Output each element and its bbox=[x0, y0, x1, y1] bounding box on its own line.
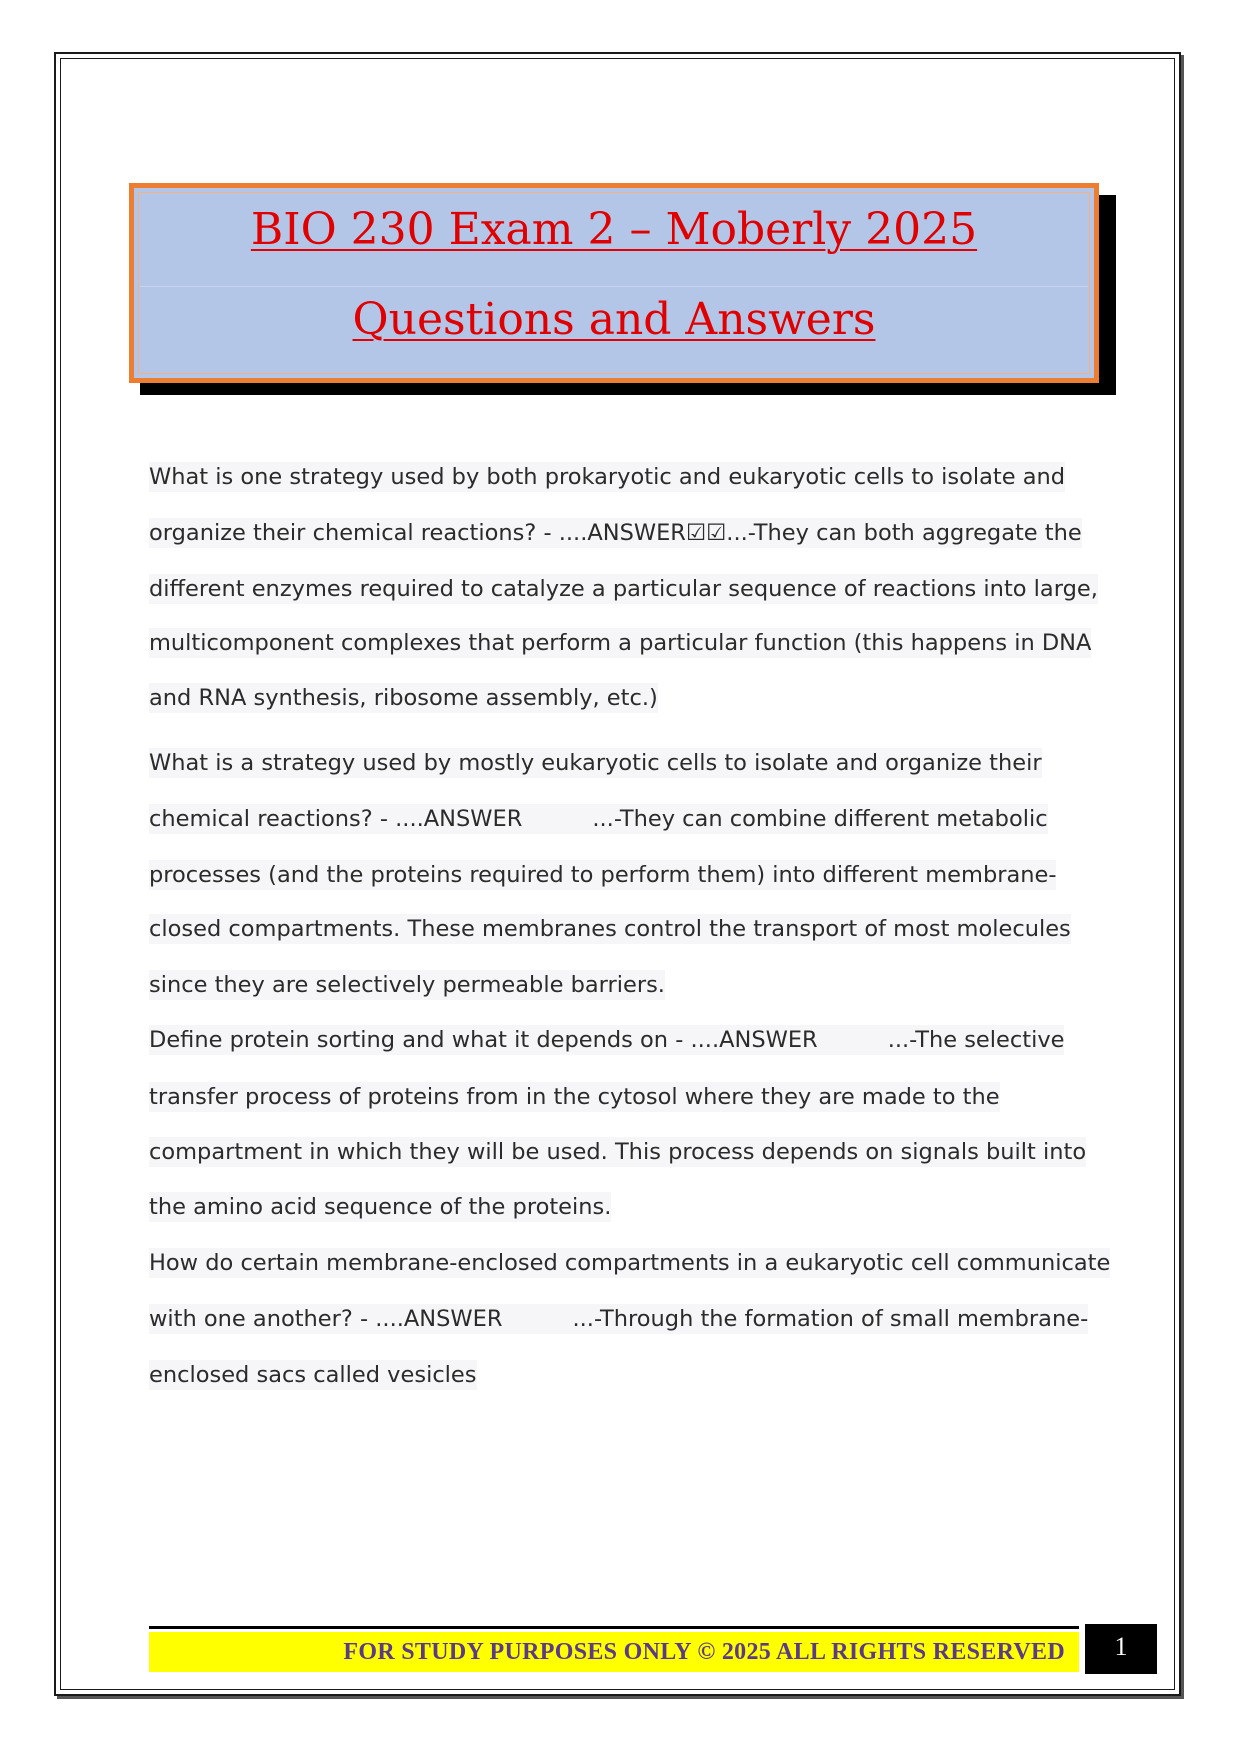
qa-line bbox=[149, 1025, 1064, 1055]
qa-line: What is one strategy used by both prokaryotic and eukaryotic cells to isolate and bbox=[149, 464, 1066, 490]
qa-line bbox=[149, 804, 1048, 834]
answer-text: ...-They can combine different metabolic bbox=[592, 806, 1048, 832]
title-divider bbox=[140, 286, 1088, 287]
qa-line: transfer process of proteins from in the cytosol where they are made to the bbox=[149, 1084, 1000, 1110]
qa-line: and RNA synthesis, ribosome assembly, etc.) bbox=[149, 685, 658, 711]
qa-line: since they are selectively permeable barriers. bbox=[149, 972, 665, 998]
qa-line: closed compartments. These membranes control the transport of most molecules bbox=[149, 916, 1071, 942]
qa-line bbox=[149, 1304, 1088, 1334]
qa-line: How do certain membrane-enclosed compartments in a eukaryotic cell communicate bbox=[149, 1250, 1111, 1276]
qa-line: compartment in which they will be used. This process depends on signals built into bbox=[149, 1139, 1087, 1165]
qa-line: the amino acid sequence of the proteins. bbox=[149, 1194, 612, 1220]
qa-line: processes (and the proteins required to perform them) into different membrane- bbox=[149, 862, 1057, 888]
document-subtitle: Questions and Answers bbox=[352, 294, 876, 345]
question-text: chemical reactions? - ....ANSWER bbox=[149, 806, 523, 832]
answer-text: ...-Through the formation of small membrane- bbox=[572, 1306, 1089, 1332]
page-number: 1 bbox=[1085, 1624, 1157, 1674]
footer-rule bbox=[149, 1626, 1079, 1629]
title-box bbox=[129, 183, 1099, 383]
question-text: with one another? - ....ANSWER bbox=[149, 1306, 503, 1332]
qa-line: enclosed sacs called vesicles bbox=[149, 1362, 477, 1388]
qa-line: different enzymes required to catalyze a particular sequence of reactions into large, bbox=[149, 576, 1098, 602]
document-title: BIO 230 Exam 2 – Moberly 2025 bbox=[250, 204, 978, 255]
qa-line: multicomponent complexes that perform a particular function (this happens in DNA bbox=[149, 630, 1092, 656]
footer-bar bbox=[149, 1632, 1079, 1672]
answer-text: ...-The selective bbox=[887, 1027, 1065, 1053]
question-text: Define protein sorting and what it depends on - ....ANSWER bbox=[149, 1027, 818, 1053]
qa-line: What is a strategy used by mostly eukaryotic cells to isolate and organize their bbox=[149, 750, 1042, 776]
qa-line: organize their chemical reactions? - ....ANSWER☑☑...-They can both aggregate the bbox=[149, 520, 1082, 546]
footer-copyright: FOR STUDY PURPOSES ONLY © 2025 ALL RIGHTS RESERVED bbox=[343, 1639, 1065, 1665]
